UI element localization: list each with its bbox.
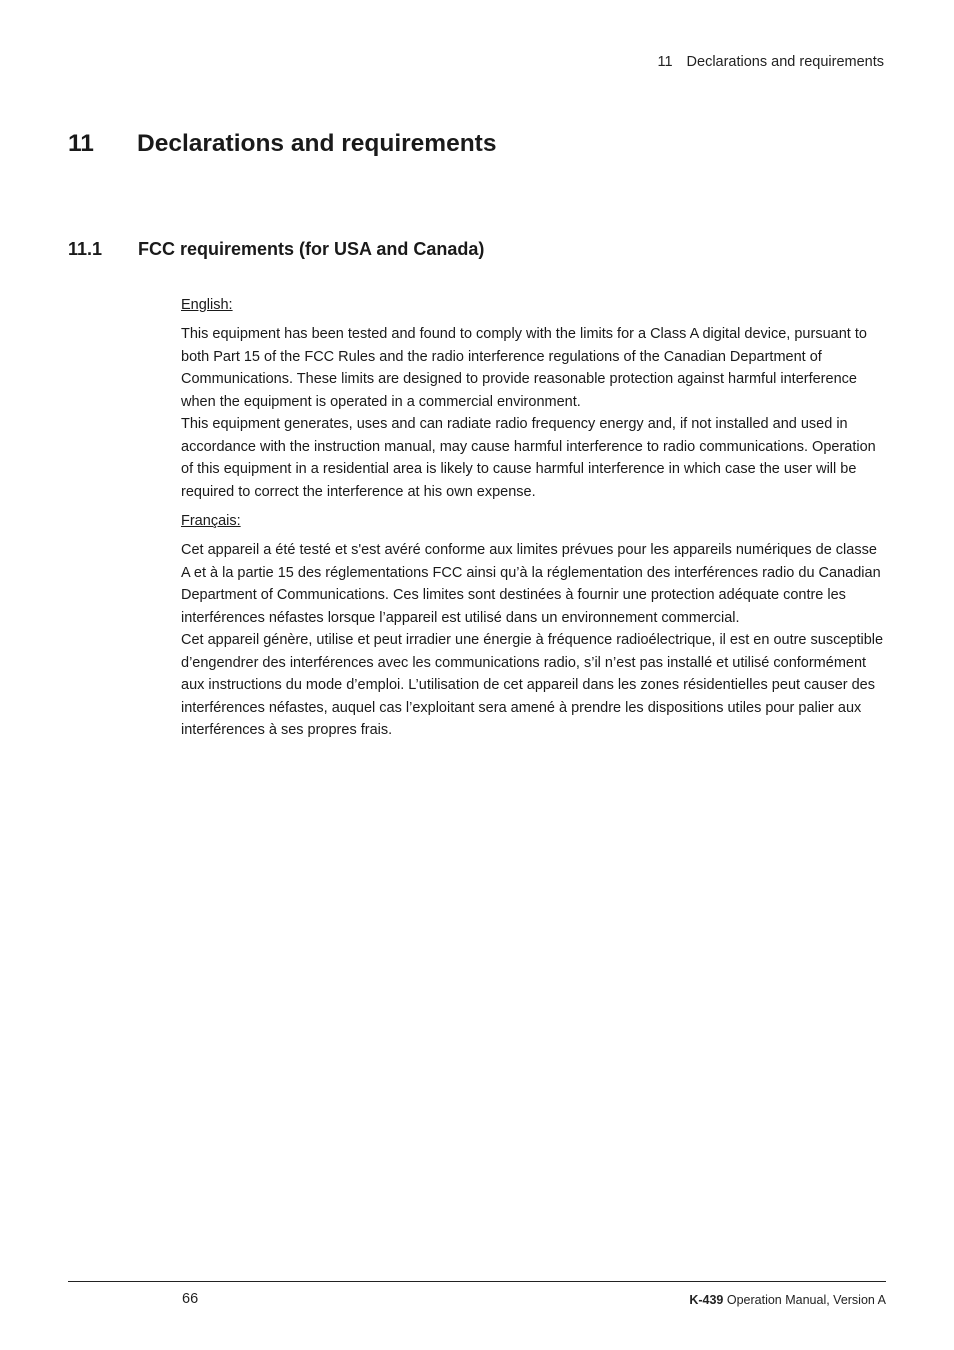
running-header-number: 11 (657, 54, 673, 70)
footer-divider (68, 1281, 886, 1282)
french-section (181, 512, 886, 742)
english-label: English: (181, 297, 233, 313)
english-section (181, 296, 886, 503)
running-header (657, 54, 884, 70)
chapter-title-text: Declarations and requirements (137, 130, 497, 157)
footer-manual-info (689, 1293, 886, 1307)
french-paragraph-1: Cet appareil a été testé et s'est avéré conforme aux limites prévues pour les appareils numériques de classe A et à la partie 15 des réglementations FCC ainsi qu’à la réglementation des interférences radio du Canadian Department of Communications. Ces limites sont destinées à fournir une protection adéquate contre les interférences néfastes lorsque l’appareil est utilisé dans un environnement commercial. (181, 542, 881, 626)
section-title-text: FCC requirements (for USA and Canada) (138, 239, 485, 259)
french-label: Français: (181, 513, 241, 529)
section-number: 11.1 (68, 239, 103, 259)
english-paragraph-1: This equipment has been tested and found to comply with the limits for a Class A digital device, pursuant to both Part 15 of the FCC Rules and the radio interference regulations of the Canadian Department of Communications. These limits are designed to provide reasonable protection against harmful interference when the equipment is operated in a commercial environment. (181, 326, 867, 410)
chapter-title (68, 130, 496, 158)
running-header-title: Declarations and requirements (686, 54, 884, 70)
french-paragraph-2: Cet appareil génère, utilise et peut irradier une énergie à fréquence radioélectrique, il est en outre susceptible d’engendrer des interférences avec les communications radio, s’il n’est pas installé et utilisé conformément aux instructions du mode d’emploi. L’utilisation de cet appareil dans les zones résidentielles peut causer des interférences néfastes, auquel cas l’exploitant sera amené à prendre les dispositions utiles pour palier aux interférences à ses propres frais. (181, 632, 884, 738)
footer-model: K-439 (689, 1293, 724, 1307)
footer-manual-text: Operation Manual, Version A (723, 1293, 886, 1307)
page-number: 66 (182, 1291, 199, 1307)
english-paragraph-2: This equipment generates, uses and can radiate radio frequency energy and, if not installed and used in accordance with the instruction manual, may cause harmful interference to radio communications. Operation of this equipment in a residential area is likely to cause harmful interference in which case the user will be required to correct the interference at his own expense. (181, 416, 876, 500)
chapter-number: 11 (68, 130, 94, 157)
section-title (68, 239, 484, 260)
